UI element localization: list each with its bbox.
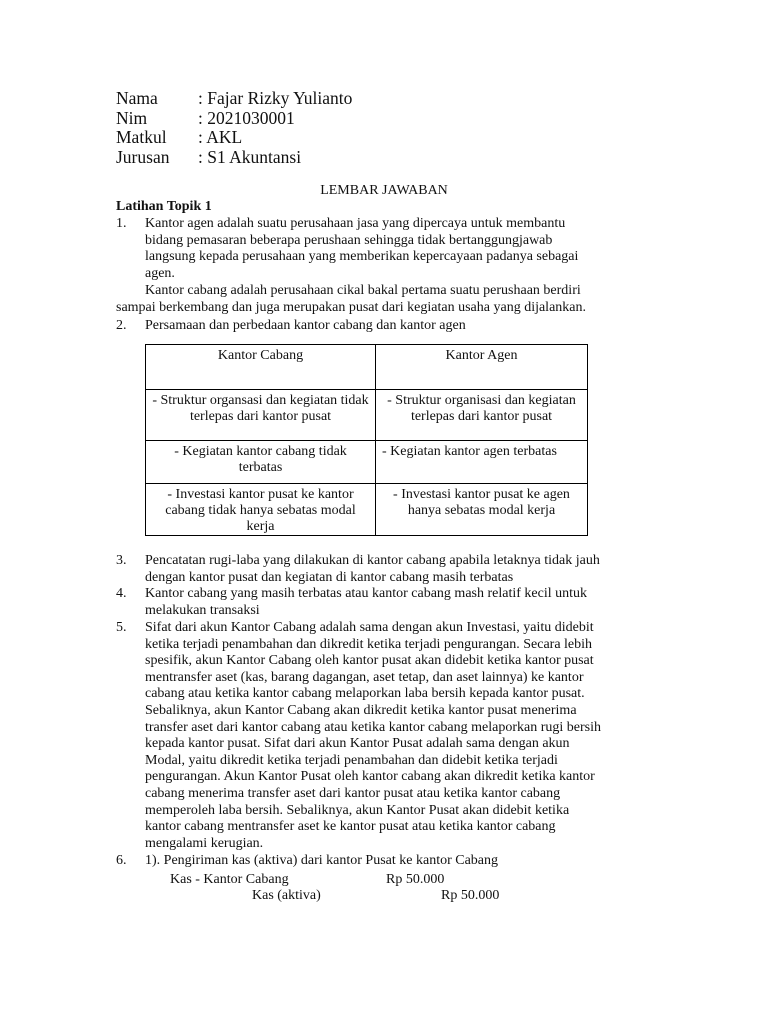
- table-row: [146, 441, 588, 484]
- page-title: LEMBAR JAWABAN: [320, 183, 448, 198]
- table-row: [146, 390, 588, 441]
- answer-5-line: Sifat dari akun Kantor Cabang adalah sama dengan akun Investasi, yaitu didebit: [145, 620, 594, 635]
- question-6: 1). Pengiriman kas (aktiva) dari kantor Pusat ke kantor Cabang: [145, 853, 499, 868]
- answer-5-line: mentransfer aset (kas, barang dagangan, aset tetap, dan aset lainnya) ke kantor: [145, 669, 584, 685]
- table-header-agen: Kantor Agen: [376, 345, 588, 390]
- answer-1-cabang-line2: sampai berkembang dan juga merupakan pusat dari kegiatan usaha yang dijalankan.: [116, 300, 586, 315]
- table-cell: - Kegiatan kantor cabang tidak terbatas: [146, 441, 376, 484]
- section-title: Latihan Topik 1: [116, 199, 212, 214]
- table-cell: - Struktur organsasi dan kegiatan tidak terlepas dari kantor pusat: [146, 390, 376, 441]
- answer-3-line: Pencatatan rugi-laba yang dilakukan di kantor cabang apabila letaknya tidak jauh: [145, 553, 600, 568]
- comparison-table: [145, 344, 588, 536]
- table-cell: - Investasi kantor pusat ke kantor cabang tidak hanya sebatas modal kerja: [146, 484, 376, 536]
- name-value: : Fajar Rizky Yulianto: [198, 88, 353, 108]
- answer-5-line: Sebaliknya, akun Kantor Cabang akan dikredit ketika kantor pusat menerima: [145, 702, 577, 718]
- item-number-1: 1.: [116, 216, 127, 231]
- answer-1-line: agen.: [145, 265, 175, 281]
- answer-3-line: dengan kantor pusat dan kegiatan di kantor cabang masih terbatas: [145, 569, 514, 585]
- journal-debit-account: Kas - Kantor Cabang: [170, 872, 289, 887]
- table-cell: - Kegiatan kantor agen terbatas: [376, 441, 588, 484]
- answer-5-line: pengurangan. Akun Kantor Pusat oleh kantor cabang akan dikredit ketika kantor: [145, 769, 595, 785]
- table-row: [146, 484, 588, 536]
- item-number-3: 3.: [116, 553, 127, 568]
- answer-5-line: cabang menerima transfer aset dari kantor pusat atau ketika kantor cabang: [145, 785, 561, 801]
- nim-label: Nim: [116, 108, 148, 128]
- table-header-cabang: Kantor Cabang: [146, 345, 376, 390]
- answer-5-line: cabang atau ketika kantor cabang melaporkan laba bersih kepada kantor pusat.: [145, 686, 585, 702]
- jurusan-label: Jurusan: [116, 147, 170, 167]
- answer-1-line: Kantor agen adalah suatu perusahaan jasa yang dipercaya untuk membantu: [145, 216, 566, 231]
- answer-4: [145, 586, 587, 619]
- item-number-5: 5.: [116, 620, 127, 635]
- answer-1-agen: [145, 216, 578, 282]
- answer-5-line: spesifik, akun Kantor Cabang oleh kantor pusat akan didebit ketika kantor pusat: [145, 653, 594, 669]
- matkul-label: Matkul: [116, 127, 167, 147]
- answer-4-line: melakukan transaksi: [145, 602, 260, 618]
- answer-5-line: memperoleh laba bersih. Sebaliknya, akun Kantor Pusat akan didebit ketika: [145, 802, 570, 818]
- item-number-4: 4.: [116, 586, 127, 601]
- answer-4-line: Kantor cabang yang masih terbatas atau kantor cabang mash relatif kecil untuk: [145, 586, 587, 601]
- matkul-value: : AKL: [198, 127, 243, 147]
- answer-1-cabang-line1: Kantor cabang adalah perusahaan cikal bakal pertama suatu perushaan berdiri: [145, 283, 581, 298]
- answer-5-line: transfer aset dari kantor cabang atau ketika kantor cabang melaporkan rugi bersih: [145, 719, 601, 735]
- jurusan-value: : S1 Akuntansi: [198, 147, 302, 167]
- answer-5: [145, 620, 601, 852]
- journal-debit-amount: Rp 50.000: [386, 872, 445, 887]
- item-number-6: 6.: [116, 853, 127, 868]
- answer-1-line: bidang pemasaran beberapa perushaan sehingga tidak bertanggungjawab: [145, 232, 553, 248]
- answer-5-line: kepada kantor pusat. Sifat dari akun Kantor Pusat adalah sama dengan akun: [145, 736, 570, 752]
- nim-value: : 2021030001: [198, 108, 295, 128]
- table-cell: - Investasi kantor pusat ke agen hanya sebatas modal kerja: [376, 484, 588, 536]
- answer-5-line: mengalami kerugian.: [145, 835, 264, 851]
- name-label: Nama: [116, 88, 158, 108]
- answer-5-line: kantor cabang mentransfer aset ke kantor pusat atau ketika kantor cabang: [145, 819, 556, 835]
- journal-credit-account: Kas (aktiva): [252, 888, 321, 903]
- answer-5-line: ketika terjadi penambahan dan dikredit ketika terjadi pengurangan. Secara lebih: [145, 636, 593, 652]
- journal-credit-amount: Rp 50.000: [441, 888, 500, 903]
- table-cell: - Struktur organisasi dan kegiatan terlepas dari kantor pusat: [376, 390, 588, 441]
- answer-5-line: Modal, yaitu dikredit ketika terjadi penambahan dan didebit ketika terjadi: [145, 752, 558, 768]
- item-number-2: 2.: [116, 318, 127, 333]
- question-2: Persamaan dan perbedaan kantor cabang dan kantor agen: [145, 318, 466, 333]
- table-header-row: [146, 345, 588, 390]
- answer-3: [145, 553, 600, 586]
- answer-1-line: langsung kepada perusahaan yang memberikan kepercayaan padanya sebagai: [145, 249, 579, 265]
